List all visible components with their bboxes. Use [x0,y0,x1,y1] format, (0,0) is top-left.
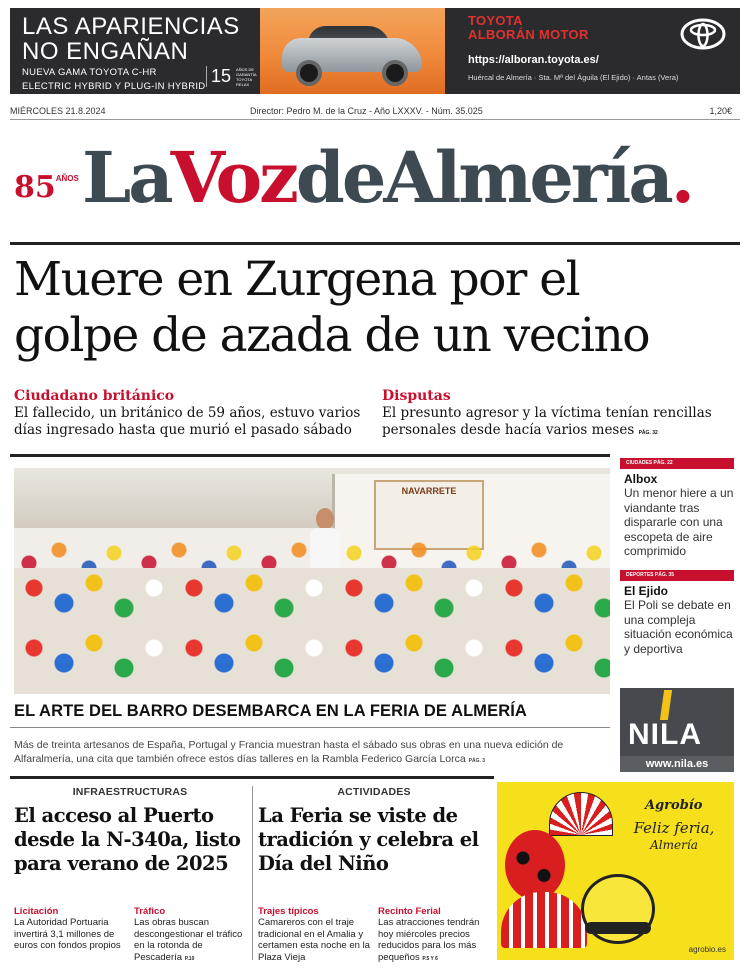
story-feria-page: P.5 Y 6 [422,955,438,962]
ad-dealer-block [468,14,678,82]
warranty-badge [206,66,258,87]
pottery-fair-photo[interactable] [14,468,610,694]
artisan-head [316,508,334,530]
story-puerto-sub2 [134,906,246,965]
story-puerto-sub1-kicker: Licitación [14,906,59,917]
story-feria-kicker: ACTIVIDADES [337,786,411,798]
story-puerto-kicker: INFRAESTRUCTURAS [72,786,188,798]
main-headline-line-2: golpe de azada de un vecino [14,308,650,363]
nila-ad[interactable] [620,688,734,772]
story-feria-sub1-text: Camareros con el traje tradicional en el Amalia y certamen esta noche en la Plaza Vieja [258,917,370,963]
photo-caption-rule [10,727,610,728]
brief-albox-text: Un menor hiere a un viandante tras dispararle con una escopeta de aire comprimido [624,486,734,558]
ad-subline-2: ELECTRIC HYBRID Y PLUG-IN HYBRID [22,81,206,92]
anniversary-label: AÑOS [55,174,79,183]
story-puerto-page: P.10 [184,955,195,962]
warranty-number: 15 [211,66,232,86]
main-sub-right-text [382,405,732,442]
page-ref: PÁG. 32 [638,430,658,436]
story-puerto-sub2-text [134,917,246,965]
bottom-rule [10,776,494,779]
main-sub-right-body: El presunto agresor y la víctima tenían rencillas personales desde hacía varios meses [382,405,712,438]
price: 1,20€ [709,106,732,116]
car-wheel-rear [382,60,408,86]
agrobio-message [619,820,729,854]
agrobio-message-2: Almería [650,838,698,852]
photo-caption [14,738,610,768]
nila-brand: NILA [628,718,702,751]
story-puerto-sub2-kicker: Tráfico [134,906,166,917]
ad-brand-2: ALBORÁN MOTOR [468,27,589,42]
story-feria-sub2-kicker: Recinto Ferial [378,906,441,917]
nila-road-icon [660,690,672,720]
story-feria-headline: La Feria se viste de tradición y celebra el Día del Niño [258,804,479,875]
flamenco-dress [501,892,587,948]
brief-el-ejido-tag: DEPORTES PÁG. 35 [620,570,734,581]
story-puerto-headline: El acceso al Puerto desde la N-340a, listo para verano de 2025 [14,804,241,875]
main-sub-left-text: El fallecido, un británico de 59 años, estuvo varios días ingresado hasta que murió el pasado sábado [14,405,361,438]
story-puerto-sub2-body: Las obras buscan descongestionar el tráfico en la rotonda de Pescadería [134,917,243,963]
warranty-text: AÑOS DE GARANTÍA TOYOTA RELAX [236,67,257,88]
brief-albox-town: Albox [624,472,658,486]
logo-de-almeria: deAlmería [295,136,671,219]
story-feria-sub1-kicker: Trajes típicos [258,906,319,917]
agrobio-message-1: Feliz feria, [633,819,715,837]
director-line: Director: Pedro M. de la Cruz - Año LXXXV. - Núm. 35.025 [250,106,483,116]
brief-el-ejido-town: El Ejido [624,584,669,598]
photo-caption-page: PÁG. 3 [468,758,486,764]
brief-albox-tag: CIUDADES PÁG. 22 [620,458,734,469]
issue-date: MIÉRCOLES 21.8.2024 [10,106,106,116]
main-sub-left-kicker: Ciudadano británico [14,388,175,404]
newspaper-logo[interactable] [82,136,692,219]
photo-ceramics-front [14,568,610,694]
story-feria-sub2-text [378,917,490,965]
story-feria-sub1 [258,906,370,963]
ad-url-link[interactable]: https://alboran.toyota.es/ [468,54,599,66]
anniversary-number: 85 [14,170,56,205]
logo-dot: . [670,136,693,219]
agrobio-url[interactable]: agrobio.es [688,945,726,954]
nila-url[interactable]: www.nila.es [620,756,734,772]
ad-subline-1: NUEVA GAMA TOYOTA C-HR [22,67,157,78]
column-divider [252,786,253,960]
story-feria[interactable] [258,786,490,963]
ad-headline-2: NO ENGAÑAN [22,38,189,65]
ad-headline-1: LAS APARIENCIAS [22,13,240,40]
car-wheel-front [296,60,322,86]
main-headline-line-1: Muere en Zurgena por el [14,252,580,307]
main-sub-right-kicker: Disputas [382,388,451,404]
story-puerto-sub1-text: La Autoridad Portuaria invertirá 3,1 millones de euros con fondos propios [14,917,121,951]
toyota-ad-banner[interactable] [10,8,740,94]
car-image [260,8,445,94]
brief-el-ejido[interactable] [620,570,734,656]
logo-la: La [82,136,171,219]
section-rule [10,454,610,457]
anniversary-badge [14,170,79,205]
agrobio-brand: Agrobío [645,798,703,813]
photo-headline[interactable]: EL ARTE DEL BARRO DESEMBARCA EN LA FERIA DE ALMERÍA [14,702,527,720]
photo-caption-text: Más de treinta artesanos de España, Portugal y Francia muestran hasta el sábado sus obras en una nueva edición de Alfaralmería, una cita que también ofrece estos días talleres en la Rambla Federico García Lorca [14,739,564,765]
story-puerto[interactable] [14,786,246,963]
ad-places: Huércal de Almería · Sta. Mª del Águila (El Ejido) · Antas (Vera) [468,73,679,82]
main-sub-left[interactable] [14,388,364,439]
agrobio-ad[interactable] [497,782,734,960]
photo-sign-text: NAVARRETE [401,486,457,496]
story-puerto-sub1 [14,906,126,952]
brief-el-ejido-text: El Poli se debate en una compleja situación económica y deportiva [624,598,733,656]
brief-albox[interactable] [620,458,734,559]
bee-stripe [585,922,651,934]
fan-icon [549,792,613,836]
story-feria-sub2-body: Las atracciones tendrán hoy miércoles precios reducidos para los más pequeños [378,917,480,963]
main-sub-right[interactable] [382,388,732,442]
ladybug-character [505,830,565,900]
date-bar [10,104,740,120]
logo-voz: Voz [170,136,296,219]
story-feria-sub2 [378,906,490,965]
ad-brand-1: TOYOTA [468,13,523,28]
toyota-logo-icon [680,18,726,50]
main-headline[interactable] [14,252,734,364]
masthead-rule [10,242,740,245]
masthead[interactable] [12,136,740,230]
